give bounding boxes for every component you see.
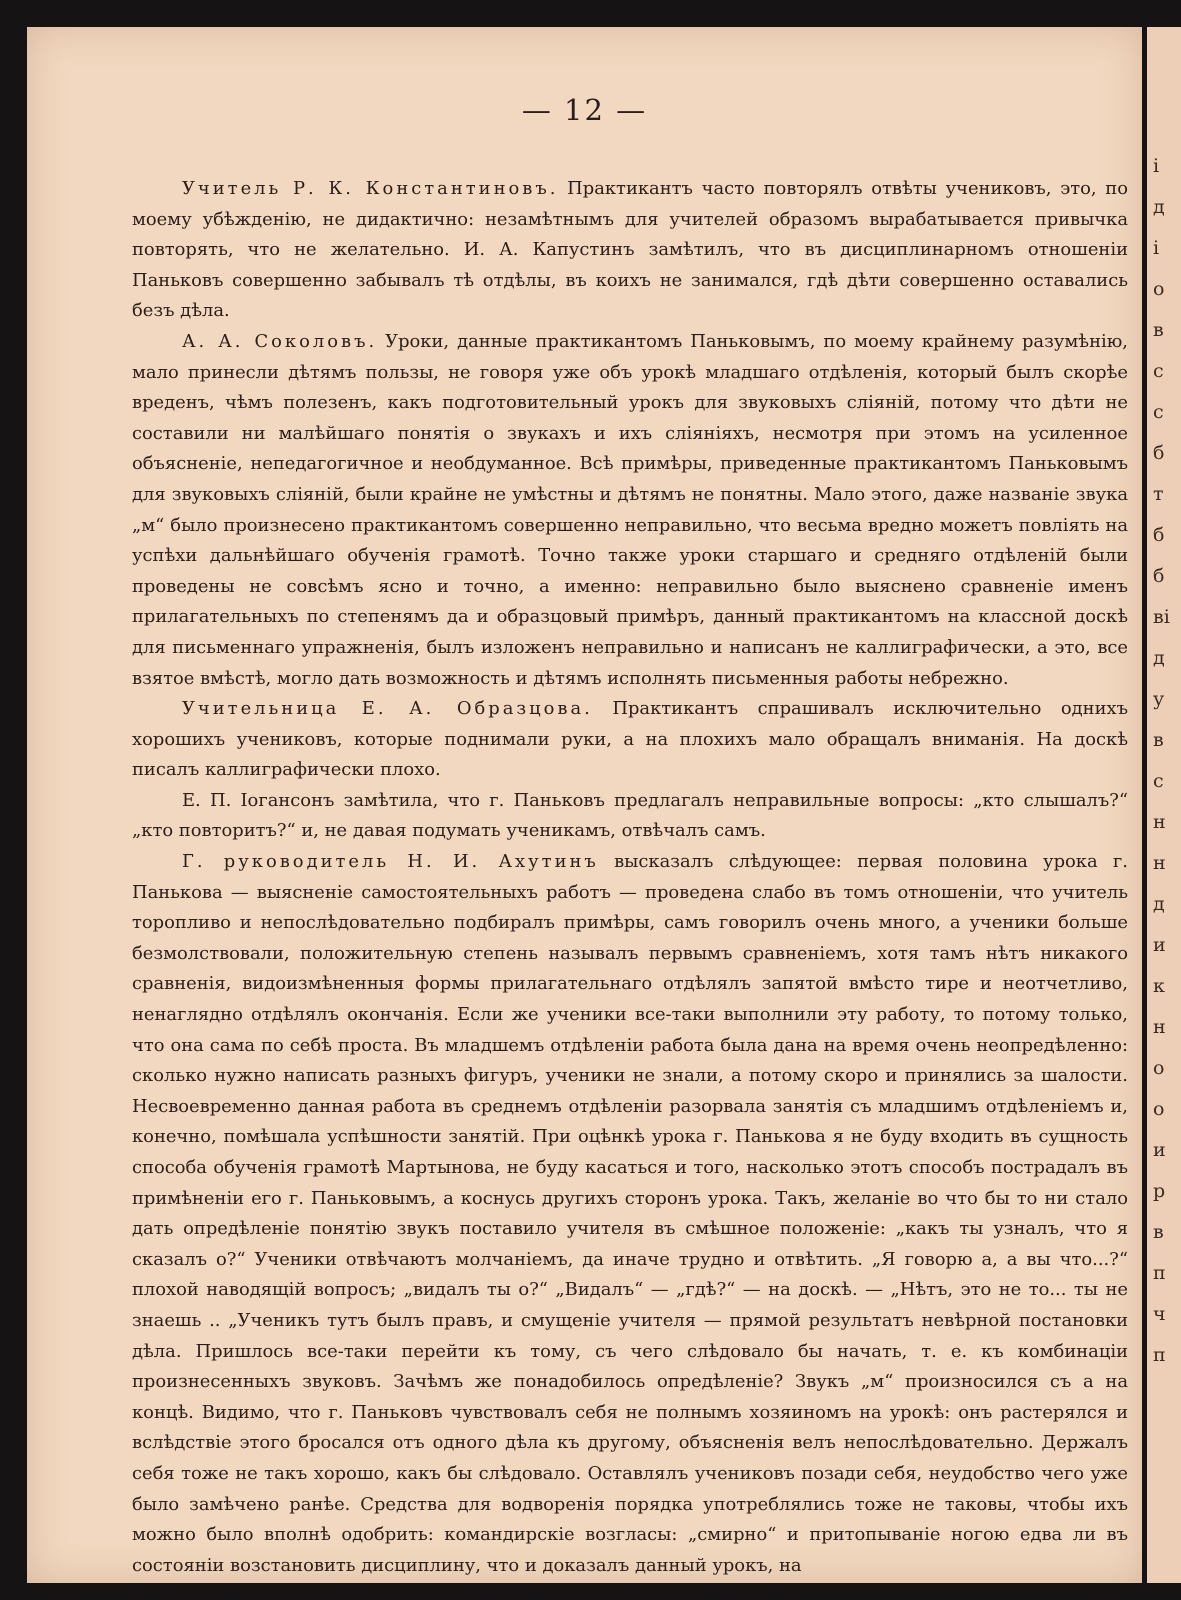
next-page-edge-char: с — [1153, 360, 1164, 382]
next-page-edge-char: д — [1153, 196, 1165, 218]
paragraph — [132, 786, 1128, 847]
paragraph-text: Е. П. Іогансонъ замѣтила, что г. Паньковъ предлагалъ неправильные вопросы: „кто слышалъ?“ „кто повторитъ?“ и, не давая подумать ученикамъ, отвѣчалъ самъ. — [132, 789, 1128, 842]
next-page-edge-char: в — [1153, 1221, 1164, 1243]
speaker-name: А. А. Соколовъ. — [182, 330, 378, 352]
next-page-edge-char: ч — [1153, 1303, 1166, 1325]
paragraph — [132, 847, 1128, 1581]
next-page-edge-char: и — [1153, 934, 1166, 956]
next-page-edge-char: і — [1153, 155, 1160, 177]
body-text — [132, 174, 1128, 1581]
next-page-edge-char: б — [1153, 442, 1165, 464]
paragraph-text: Уроки, данные практикантомъ Паньковымъ, по моему крайнему разумѣнію, мало принесли дѣтямъ пользы, не говоря уже объ урокѣ младшаго отдѣленія, который былъ скорѣе вреденъ, чѣмъ полезенъ, какъ подготовительный урокъ для звуковыхъ сліяній, потому что дѣти не составили ни малѣйшаго понятія о звукахъ и ихъ сліяніяхъ, несмотря при этомъ на усиленное объясненіе, непедагогичное и необдуманное. Всѣ примѣры, приведенные практикантомъ Паньковымъ для звуковыхъ сліяній, были крайне не умѣстны и дѣтямъ не понятны. Мало этого, даже названіе звука „м“ было произнесено практикантомъ совершенно неправильно, что весьма вредно можетъ повліять на успѣхи дальнѣйшаго обученія грамотѣ. Точно также уроки старшаго и средняго отдѣленій были проведены не совсѣмъ ясно и точно, а именно: неправильно было выяснено сравненіе именъ прилагательныхъ по степенямъ да и образцовый примѣръ, данный практикантомъ на классной доскѣ для письменнаго упражненія, былъ изложенъ неправильно и написанъ не каллиграфически, а это, все взятое вмѣстѣ, могло дать возможность и дѣтямъ исполнять письменныя работы небрежно. — [132, 330, 1128, 689]
next-page-edge-char: н — [1153, 811, 1166, 833]
next-page-edge-char: у — [1153, 688, 1165, 710]
next-page-edge-char: и — [1153, 1139, 1166, 1161]
speaker-name: Г. руководитель Н. И. Ахутинъ — [182, 851, 599, 873]
book-page — [27, 27, 1142, 1583]
next-page-edge-char: т — [1153, 483, 1164, 505]
next-page-edge — [1147, 27, 1181, 1583]
next-page-edge-char: о — [1153, 1098, 1165, 1120]
next-page-edge-char: п — [1153, 1344, 1166, 1366]
next-page-edge-char: н — [1153, 852, 1166, 874]
paragraph-text: Практикантъ спрашивалъ исключительно однихъ хорошихъ учениковъ, которые поднимали руки, а на плохихъ мало обращалъ вниманія. На доскѣ писалъ каллиграфически плохо. — [132, 698, 1128, 781]
paragraph — [132, 174, 1128, 327]
paragraph — [132, 327, 1128, 694]
next-page-edge-char: п — [1153, 1262, 1166, 1284]
next-page-edge-char: д — [1153, 647, 1165, 669]
next-page-edge-char: б — [1153, 524, 1165, 546]
speaker-name: Учительница Е. А. Образцова. — [182, 698, 593, 720]
next-page-edge-char: д — [1153, 893, 1165, 915]
next-page-edge-char: с — [1153, 401, 1164, 423]
speaker-name: Учитель Р. К. Константиновъ. — [182, 178, 559, 199]
next-page-edge-char: ві — [1153, 606, 1170, 628]
page-number: — 12 — — [521, 93, 648, 127]
next-page-edge-char: с — [1153, 770, 1164, 792]
paragraph — [132, 694, 1128, 786]
next-page-edge-char: і — [1153, 237, 1160, 259]
paragraph-text: высказалъ слѣдующее: первая половина урока г. Панькова — выясненіе самостоятельныхъ работъ — проведена слабо въ томъ отношеніи, что учитель торопливо и непослѣдовательно подбиралъ примѣры, самъ говорилъ очень много, а ученики больше безмолствовали, положительную степень называлъ первымъ сравненіемъ, хотя тамъ нѣтъ никакого сравненія, видоизмѣненныя формы прилагательнаго отдѣлялъ запятой вмѣсто тире и неотчетливо, ненаглядно отдѣлялъ окончанія. Если же ученики все-таки выполнили эту работу, то потому только, что она сама по себѣ проста. Въ младшемъ отдѣленіи работа была дана на время очень неопредѣленно: сколько нужно написать разныхъ фигуръ, ученики не знали, а потому скоро и принялись за шалости. Несвоевременно данная работа въ среднемъ отдѣленіи разорвала занятія съ младшимъ отдѣленіемъ и, конечно, помѣшала успѣшности занятій. При оцѣнкѣ урока г. Панькова я не буду входить въ сущность способа обученія грамотѣ Мартынова, не буду касаться и того, насколько этотъ способъ пострадалъ въ примѣненіи его г. Паньковымъ, а коснусь другихъ сторонъ урока. Такъ, желаніе во что бы то ни стало дать опредѣленіе понятію звукъ поставило учителя въ смѣшное положеніе: „какъ ты узналъ, что я сказалъ о?“ Ученики отвѣчаютъ молчаніемъ, да иначе трудно и отвѣтить. „Я говорю а, а вы что...?“ плохой наводящій вопросъ; „видалъ ты о?“ „Видалъ“ — „гдѣ?“ — на доскѣ. — „Нѣтъ, это не то... ты не знаешь .. „Ученикъ тутъ былъ правъ, и смущеніе учителя — прямой результатъ невѣрной постановки дѣла. Пришлось все-таки перейти къ тому, съ чего слѣдовало бы начать, т. е. къ комбинаціи произнесенныхъ звуковъ. Зачѣмъ же понадобилось опредѣленіе? Звукъ „м“ произносился съ а на концѣ. Видимо, что г. Паньковъ чувствовалъ себя не полнымъ хозяиномъ на урокѣ: онъ растерялся и вслѣдствіе этого бросался отъ одного дѣла къ другому, объясненія велъ непослѣдовательно. Держалъ себя тоже не такъ хорошо, какъ бы слѣдовало. Оставлялъ учениковъ позади себя, неудобство чего уже было замѣчено ранѣе. Средства для водворенія порядка употреблялись тоже не таковы, чтобы ихъ можно было вполнѣ одобрить: командирскіе возгласы: „смирно“ и притопываніе ногою едва ли въ состояніи возстановить дисциплину, что и доказалъ данный урокъ, на — [132, 851, 1128, 1576]
next-page-edge-char: б — [1153, 565, 1165, 587]
next-page-edge-char: в — [1153, 319, 1164, 341]
next-page-edge-char: о — [1153, 278, 1165, 300]
next-page-edge-char: о — [1153, 1057, 1165, 1079]
next-page-edge-char: р — [1153, 1180, 1166, 1202]
paragraph-text: Практикантъ часто повторялъ отвѣты учениковъ, это, по моему убѣжденію, не дидактично: незамѣтнымъ для учителей образомъ вырабатывается привычка повторять, что не желательно. И. А. Капустинъ замѣтилъ, что въ дисциплинарномъ отношеніи Паньковъ совершенно забывалъ тѣ отдѣлы, въ коихъ не занимался, гдѣ дѣти совершенно оставались безъ дѣла. — [132, 178, 1128, 322]
next-page-edge-char: к — [1153, 975, 1165, 997]
next-page-edge-char: в — [1153, 729, 1164, 751]
next-page-edge-char: н — [1153, 1016, 1166, 1038]
